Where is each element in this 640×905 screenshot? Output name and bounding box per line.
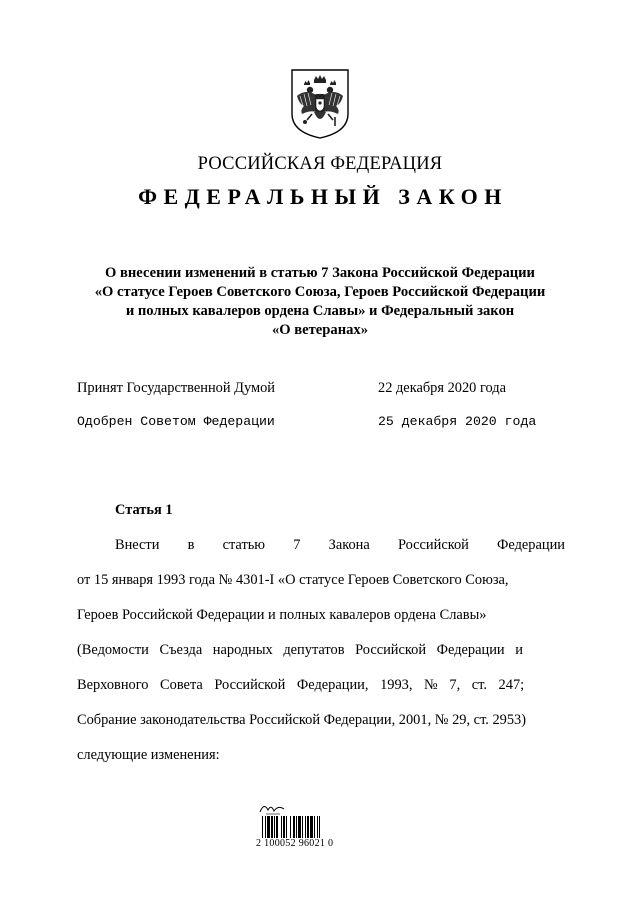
barcode-bar [319,816,320,838]
duma-adoption-date: 22 декабря 2020 года [378,380,507,396]
barcode-bar [281,816,282,838]
paragraph-line: Героев Российской Федерации и полных кавалеров ордена Славы» [77,607,487,623]
barcode-bar [310,816,313,838]
duma-adoption-label: Принят Государственной Думой [77,380,275,396]
law-title-line: «О ветеранах» [271,322,368,338]
barcode-bar [274,816,275,838]
paragraph-word: в [187,537,195,553]
document-type: ФЕДЕРАЛЬНЫЙ ЗАКОН [138,184,508,209]
paragraph-line: следующие изменения: [77,747,220,763]
council-approval-label: Одобрен Советом Федерации [77,414,275,429]
coat-of-arms-icon [288,66,352,140]
paragraph-line: Верховного Совета Российской Федерации, 1993, № 7, ст. 247; [77,677,525,693]
paragraph-word: статью [222,537,266,553]
paragraph-line: (Ведомости Съезда народных депутатов Российской Федерации и [77,642,523,658]
barcode-bar [302,816,303,838]
law-title [40,264,600,340]
barcode-icon [262,816,338,838]
barcode-bar [296,816,297,838]
barcode-bar [314,816,315,838]
barcode-bar [276,816,278,838]
barcode-bar [271,816,273,838]
law-title-line: и полных кавалеров ордена Славы» и Федеральный закон [125,303,515,319]
paragraph-word: Внести [115,537,160,553]
barcode-number: 2 100052 96021 0 [256,838,334,849]
barcode-bar [307,816,309,838]
law-title-line: О внесении изменений в статью 7 Закона Российской Федерации [105,265,535,281]
barcode-bar [305,816,306,838]
paragraph-first-line [115,537,565,554]
handwritten-mark-icon [258,800,288,816]
paragraph-line: Собрание законодательства Российской Федерации, 2001, № 29, ст. 2953) [77,712,527,728]
barcode-bar [267,816,270,838]
paragraph-word: Федерации [497,537,565,553]
country-name: РОССИЙСКАЯ ФЕДЕРАЦИЯ [197,154,443,174]
law-title-line: «О статусе Героев Советского Союза, Героев Российской Федерации [94,284,546,300]
paragraph-word: 7 [293,537,301,553]
barcode-bar [298,816,301,838]
barcode-bar [286,816,287,838]
council-approval-date: 25 декабря 2020 года [378,414,537,429]
barcode-bar [283,816,285,838]
barcode-bar [290,816,291,838]
barcode-bar [262,816,263,838]
paragraph-word: Закона [328,537,370,553]
barcode-bar [317,816,318,838]
paragraph-line: от 15 января 1993 года № 4301-I «О статусе Героев Советского Союза, [77,572,509,588]
article-heading: Статья 1 [115,502,173,518]
barcode-bar [265,816,266,838]
barcode-bar [293,816,295,838]
paragraph-word: Российской [397,537,469,553]
